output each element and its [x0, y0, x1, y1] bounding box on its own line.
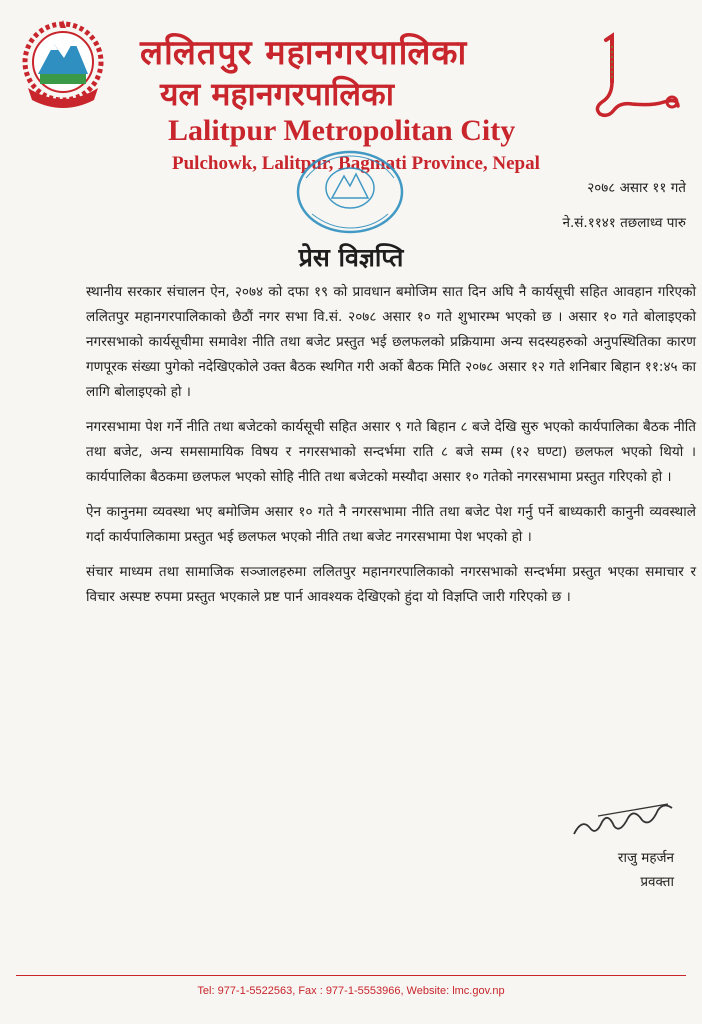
paragraph: ऐन कानुनमा व्यवस्था भए बमोजिम असार १० गते नै नगरसभामा नीति तथा बजेट पेश गर्नु पर्ने बाध्यकारी कानुनी व्यवस्थाले गर्दा कार्यपालिकामा प्रस्तुत भई छलफल भएको नीति तथा बजेट नगरसभामा पेश भएको हो । [86, 504, 696, 545]
nepal-emblem-logo [20, 18, 106, 110]
office-name-newar: यल महानगरपालिका [160, 75, 394, 113]
office-seal-stamp [290, 148, 410, 238]
office-name-english: Lalitpur Metropolitan City [168, 114, 516, 147]
footer-divider [16, 975, 686, 976]
document-body [86, 280, 696, 620]
nepal-sambat-date: ने.सं.११४१ तछलाध्व पारु [562, 215, 686, 231]
handwritten-signature [568, 798, 688, 842]
paragraph: स्थानीय सरकार संचालन ऐन, २०७४ को दफा १९ को प्रावधान बमोजिम सात दिन अघि नै कार्यसूची सहित आवहान गरिएको ललितपुर महानगरपालिकाको छैठौं नगर सभा वि.सं. २०७८ असार १० गते शुभारम्भ भएको छ । असार १० गते बोलाइएको नगरसभाको कार्यसूचीमा समावेश नीति तथा बजेट प्रस्तुत भई छलफलको प्रक्रियामा अन्य सदस्यहरुको अनुपस्थितिका कारण गणपूरक संख्या पुगेको नदेखिएकोले उक्त बैठक स्थगित गरी अर्को बैठक मिति २०७८ असार १२ गते शनिबार बिहान ११:४५ का लागि बोलाइएको हो । [86, 284, 696, 400]
paragraph: नगरसभामा पेश गर्ने नीति तथा बजेटको कार्यसूची सहित असार ९ गते बिहान ८ बजे देखि सुरु भएको कार्यपालिका बैठक नीति तथा बजेट, अन्य समसामायिक विषय र नगरसभाको सन्दर्भमा राति ८ बजे सम्म (१२ घण्टा) छलफल भएको थियो । कार्यपालिका बैठकमा छलफल भएको सोहि नीति तथा बजेटको मस्यौदा असार १० गतेको नगरसभामा प्रस्तुत गरिएको हो । [86, 419, 696, 485]
footer-contact: Tel: 977-1-5522563, Fax : 977-1-5553966, Website: lmc.gov.np [197, 985, 505, 997]
issue-date: २०७८ असार ११ गते [587, 180, 686, 196]
paragraph: संचार माध्यम तथा सामाजिक सञ्जालहरुमा ललितपुर महानगरपालिकाको नगरसभाको सन्दर्भमा प्रस्तुत भएका समाचार र विचार अस्पष्ट रुपमा प्रस्तुत भएकाले प्रष्ट पार्न आवश्यक देखिएको हुंदा यो विज्ञप्ति जारी गरिएको छ । [86, 564, 696, 605]
signatory-name: राजु महर्जन [617, 850, 674, 866]
office-name-nepali: ललितपुर महानगरपालिका [140, 33, 468, 73]
metropolitan-logo [592, 32, 684, 120]
office-address: Pulchowk, Lalitpur, Bagmati Province, Nepal [172, 153, 540, 174]
signatory-title: प्रवक्ता [640, 874, 674, 890]
document-heading: प्रेस विज्ञप्ति [298, 243, 404, 272]
